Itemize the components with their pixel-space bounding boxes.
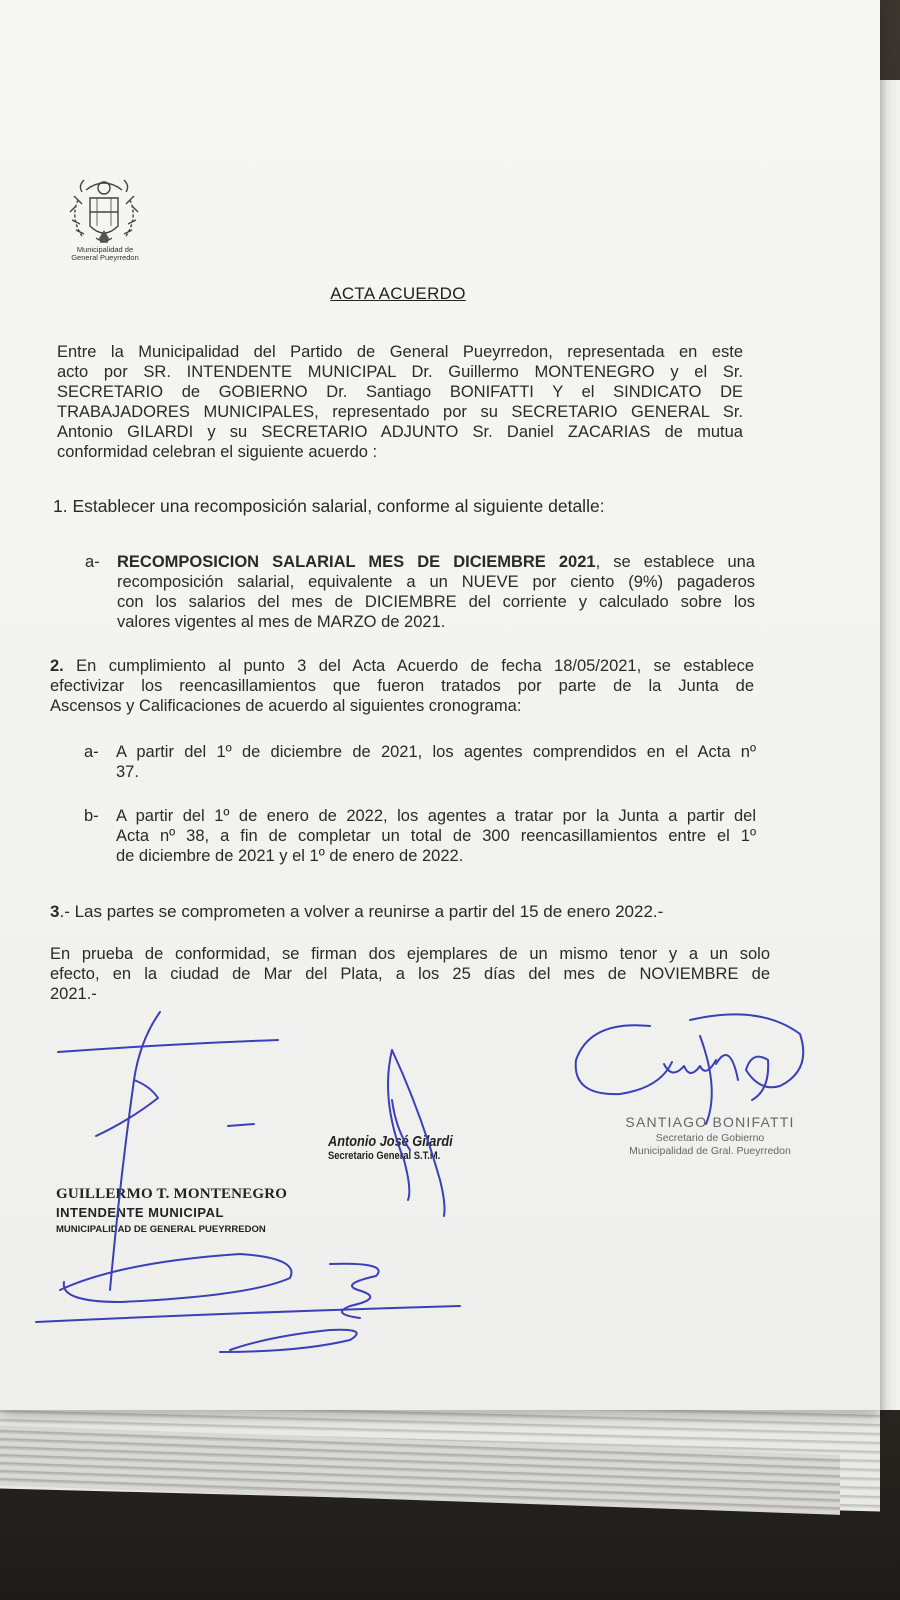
signature-montenegro-1 (58, 1040, 278, 1052)
intro-line: Antonio GILARDI y su SECRETARIO ADJUNTO Sr. Daniel ZACARIAS de mutua (57, 423, 743, 441)
crest-caption-line2: General Pueyrredon (71, 253, 139, 262)
page-edge (878, 80, 900, 1410)
item-2-sub-b-line: Acta nº 38, a fin de completar un total de 300 reencasillamientos entre el 1º (116, 827, 756, 845)
intro-line: acto por SR. INTENDENTE MUNICIPAL Dr. Guillermo MONTENEGRO y el Sr. (57, 363, 743, 381)
closing-line: En prueba de conformidad, se firman dos ejemplares de un mismo tenor y a un solo (50, 945, 770, 963)
closing-line: efecto, en la ciudad de Mar del Plata, a los 25 días del mes de NOVIEMBRE de (50, 965, 770, 983)
intro-line: SECRETARIO de GOBIERNO Dr. Santiago BONIFATTI Y el SINDICATO DE (57, 383, 743, 401)
item-1-number: 1 (53, 496, 63, 516)
item-3-number: 3 (50, 902, 60, 921)
item-1-sub-a-line: valores vigentes al mes de MARZO de 2021. (117, 613, 446, 631)
secretario-org: Municipalidad de Gral. Pueyrredon (629, 1145, 791, 1157)
item-2-line1: En cumplimiento al punto 3 del Acta Acuerdo de fecha 18/05/2021, se establece (63, 657, 754, 675)
item-2-sub-a-mark: a- (84, 743, 99, 761)
sindicato-name: Antonio José Gilardi (328, 1133, 453, 1150)
intro-line: conformidad celebran el siguiente acuerdo : (57, 443, 378, 461)
signature-montenegro-8 (220, 1330, 357, 1352)
signature-montenegro-4 (110, 1080, 134, 1290)
item-2-sub-b-mark: b- (84, 807, 99, 825)
item-1-sub-a-line1-rest: , se establece una (595, 553, 755, 571)
intro-line: Entre la Municipalidad del Partido de General Pueyrredon, representada en este (57, 343, 743, 361)
intendente-name: GUILLERMO T. MONTENEGRO (56, 1186, 288, 1202)
signature-gilardi-3 (392, 1100, 410, 1150)
item-1-sub-a-mark: a- (85, 553, 100, 571)
sindicato-role: Secretario General S.T.M. (328, 1150, 441, 1162)
secretario-role: Secretario de Gobierno (655, 1132, 765, 1144)
closing-line: 2021.- (50, 985, 97, 1003)
crest-caption-line1: Municipalidad de (76, 245, 134, 254)
item-1-text: . Establecer una recomposición salarial, conforme al siguiente detalle: (62, 496, 605, 516)
signature-bonifatti-5 (716, 1055, 738, 1080)
item-2-number: 2. (50, 657, 64, 675)
intro-line: TRABAJADORES MUNICIPALES, representado por su SECRETARIO GENERAL Sr. (57, 403, 743, 421)
intendente-org: MUNICIPALIDAD DE GENERAL PUEYRREDON (56, 1224, 266, 1235)
salary-heading: RECOMPOSICION SALARIAL MES DE DICIEMBRE 2021 (117, 553, 596, 571)
signature-bonifatti-1 (576, 1025, 672, 1094)
item-2-sub-b-line: A partir del 1º de enero de 2022, los agentes a tratar por la Junta a partir del (116, 807, 756, 825)
item-2-line: Ascensos y Calificaciones de acuerdo al siguientes cronograma: (50, 697, 522, 715)
item-1-sub-a-line: con los salarios del mes de DICIEMBRE del corriente y calculado sobre los (117, 593, 755, 611)
item-2-sub-b-line: de diciembre de 2021 y el 1º de enero de 2022. (116, 847, 464, 865)
item-2-sub-a-line: 37. (116, 763, 139, 781)
document-title: ACTA ACUERDO (330, 284, 466, 303)
item-2-sub-a-line: A partir del 1º de diciembre de 2021, los agentes comprendidos en el Acta nº (116, 743, 756, 761)
intendente-role: INTENDENTE MUNICIPAL (56, 1205, 224, 1220)
item-3-text: .- Las partes se comprometen a volver a reunirse a partir del 15 de enero 2022.- (59, 902, 664, 921)
signature-montenegro-5 (60, 1254, 291, 1302)
signature-montenegro-3 (228, 1124, 254, 1126)
secretario-name: SANTIAGO BONIFATTI (625, 1114, 795, 1130)
signature-montenegro-6 (36, 1306, 460, 1322)
signature-bonifatti-3 (700, 1036, 712, 1124)
item-1-sub-a-line: recomposición salarial, equivalente a un NUEVE por ciento (9%) pagaderos (117, 573, 755, 591)
item-2-line: efectivizar los reencasillamientos que fueron tratados por parte de la Junta de (50, 677, 754, 695)
